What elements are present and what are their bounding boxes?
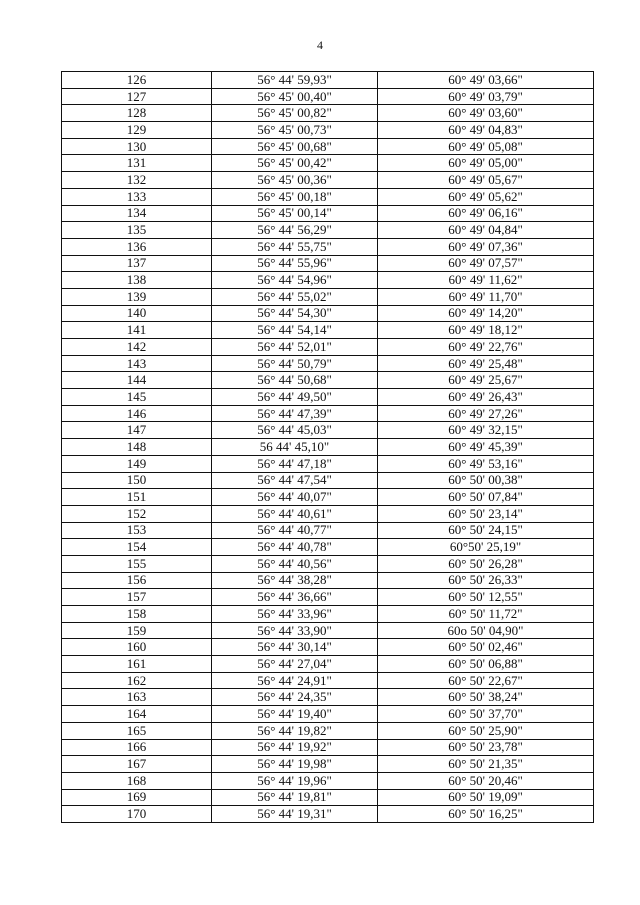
point-number-cell: 138 — [62, 272, 212, 289]
longitude-cell: 60° 49' 32,15" — [378, 422, 594, 439]
longitude-cell: 60° 49' 05,08" — [378, 138, 594, 155]
longitude-cell: 60° 49' 27,26" — [378, 405, 594, 422]
table-row — [62, 589, 594, 606]
table-row — [62, 272, 594, 289]
longitude-cell: 60° 49' 05,67" — [378, 172, 594, 189]
longitude-cell: 60° 49' 04,84" — [378, 222, 594, 239]
latitude-cell: 56° 45' 00,42" — [212, 155, 378, 172]
point-number-cell: 141 — [62, 322, 212, 339]
latitude-cell: 56° 44' 27,04" — [212, 656, 378, 673]
coordinates-table — [61, 71, 594, 823]
longitude-cell: 60° 50' 06,88" — [378, 656, 594, 673]
latitude-cell: 56° 45' 00,82" — [212, 105, 378, 122]
point-number-cell: 135 — [62, 222, 212, 239]
longitude-cell: 60° 50' 02,46" — [378, 639, 594, 656]
latitude-cell: 56° 44' 59,93" — [212, 72, 378, 89]
point-number-cell: 169 — [62, 789, 212, 806]
table-row — [62, 472, 594, 489]
table-row — [62, 322, 594, 339]
latitude-cell: 56° 44' 49,50" — [212, 389, 378, 406]
longitude-cell: 60° 49' 03,60" — [378, 105, 594, 122]
latitude-cell: 56° 44' 40,77" — [212, 522, 378, 539]
point-number-cell: 130 — [62, 138, 212, 155]
latitude-cell: 56° 44' 19,92" — [212, 739, 378, 756]
point-number-cell: 166 — [62, 739, 212, 756]
table-row — [62, 422, 594, 439]
latitude-cell: 56° 44' 19,31" — [212, 806, 378, 823]
latitude-cell: 56° 44' 24,91" — [212, 672, 378, 689]
latitude-cell: 56° 45' 00,36" — [212, 172, 378, 189]
table-row — [62, 305, 594, 322]
table-row — [62, 639, 594, 656]
latitude-cell: 56° 44' 55,02" — [212, 288, 378, 305]
point-number-cell: 161 — [62, 656, 212, 673]
latitude-cell: 56° 45' 00,14" — [212, 205, 378, 222]
longitude-cell: 60° 50' 20,46" — [378, 772, 594, 789]
latitude-cell: 56° 44' 47,54" — [212, 472, 378, 489]
point-number-cell: 146 — [62, 405, 212, 422]
latitude-cell: 56° 44' 52,01" — [212, 339, 378, 356]
longitude-cell: 60° 49' 14,20" — [378, 305, 594, 322]
longitude-cell: 60o 50' 04,90" — [378, 622, 594, 639]
point-number-cell: 153 — [62, 522, 212, 539]
latitude-cell: 56° 45' 00,40" — [212, 88, 378, 105]
latitude-cell: 56° 44' 40,78" — [212, 539, 378, 556]
point-number-cell: 140 — [62, 305, 212, 322]
latitude-cell: 56° 44' 55,96" — [212, 255, 378, 272]
latitude-cell: 56° 44' 19,40" — [212, 706, 378, 723]
longitude-cell: 60° 50' 07,84" — [378, 489, 594, 506]
point-number-cell: 151 — [62, 489, 212, 506]
point-number-cell: 168 — [62, 772, 212, 789]
latitude-cell: 56° 44' 40,56" — [212, 555, 378, 572]
latitude-cell: 56° 44' 33,90" — [212, 622, 378, 639]
longitude-cell: 60° 49' 05,62" — [378, 188, 594, 205]
latitude-cell: 56° 44' 54,96" — [212, 272, 378, 289]
longitude-cell: 60° 49' 18,12" — [378, 322, 594, 339]
table-row — [62, 355, 594, 372]
longitude-cell: 60° 49' 07,36" — [378, 238, 594, 255]
table-row — [62, 756, 594, 773]
longitude-cell: 60° 49' 25,48" — [378, 355, 594, 372]
point-number-cell: 145 — [62, 389, 212, 406]
table-row — [62, 522, 594, 539]
point-number-cell: 128 — [62, 105, 212, 122]
table-row — [62, 188, 594, 205]
latitude-cell: 56 44' 45,10" — [212, 439, 378, 456]
latitude-cell: 56° 44' 50,79" — [212, 355, 378, 372]
latitude-cell: 56° 44' 38,28" — [212, 572, 378, 589]
latitude-cell: 56° 44' 19,81" — [212, 789, 378, 806]
longitude-cell: 60° 49' 03,66" — [378, 72, 594, 89]
latitude-cell: 56° 44' 56,29" — [212, 222, 378, 239]
table-row — [62, 656, 594, 673]
longitude-cell: 60° 49' 45,39" — [378, 439, 594, 456]
table-row — [62, 555, 594, 572]
longitude-cell: 60°50' 25,19" — [378, 539, 594, 556]
longitude-cell: 60° 50' 19,09" — [378, 789, 594, 806]
table-row — [62, 205, 594, 222]
longitude-cell: 60° 50' 37,70" — [378, 706, 594, 723]
longitude-cell: 60° 49' 03,79" — [378, 88, 594, 105]
latitude-cell: 56° 44' 36,66" — [212, 589, 378, 606]
latitude-cell: 56° 44' 19,98" — [212, 756, 378, 773]
point-number-cell: 126 — [62, 72, 212, 89]
table-row — [62, 706, 594, 723]
table-row — [62, 389, 594, 406]
table-row — [62, 806, 594, 823]
latitude-cell: 56° 44' 47,18" — [212, 455, 378, 472]
longitude-cell: 60° 49' 26,43" — [378, 389, 594, 406]
point-number-cell: 167 — [62, 756, 212, 773]
longitude-cell: 60° 49' 53,16" — [378, 455, 594, 472]
table-row — [62, 88, 594, 105]
longitude-cell: 60° 50' 26,33" — [378, 572, 594, 589]
longitude-cell: 60° 50' 24,15" — [378, 522, 594, 539]
point-number-cell: 132 — [62, 172, 212, 189]
table-row — [62, 772, 594, 789]
longitude-cell: 60° 49' 05,00" — [378, 155, 594, 172]
point-number-cell: 133 — [62, 188, 212, 205]
table-row — [62, 255, 594, 272]
longitude-cell: 60° 49' 25,67" — [378, 372, 594, 389]
latitude-cell: 56° 44' 54,30" — [212, 305, 378, 322]
point-number-cell: 158 — [62, 606, 212, 623]
point-number-cell: 134 — [62, 205, 212, 222]
longitude-cell: 60° 49' 07,57" — [378, 255, 594, 272]
point-number-cell: 150 — [62, 472, 212, 489]
table-row — [62, 172, 594, 189]
longitude-cell: 60° 50' 38,24" — [378, 689, 594, 706]
latitude-cell: 56° 45' 00,68" — [212, 138, 378, 155]
latitude-cell: 56° 45' 00,18" — [212, 188, 378, 205]
point-number-cell: 129 — [62, 122, 212, 139]
longitude-cell: 60° 49' 11,62" — [378, 272, 594, 289]
point-number-cell: 136 — [62, 238, 212, 255]
point-number-cell: 139 — [62, 288, 212, 305]
point-number-cell: 170 — [62, 806, 212, 823]
table-row — [62, 689, 594, 706]
table-row — [62, 505, 594, 522]
latitude-cell: 56° 44' 19,82" — [212, 722, 378, 739]
point-number-cell: 160 — [62, 639, 212, 656]
longitude-cell: 60° 50' 21,35" — [378, 756, 594, 773]
table-row — [62, 72, 594, 89]
table-row — [62, 405, 594, 422]
point-number-cell: 165 — [62, 722, 212, 739]
longitude-cell: 60° 50' 00,38" — [378, 472, 594, 489]
table-row — [62, 572, 594, 589]
longitude-cell: 60° 49' 04,83" — [378, 122, 594, 139]
latitude-cell: 56° 44' 45,03" — [212, 422, 378, 439]
longitude-cell: 60° 50' 23,14" — [378, 505, 594, 522]
table-row — [62, 606, 594, 623]
latitude-cell: 56° 44' 40,61" — [212, 505, 378, 522]
point-number-cell: 159 — [62, 622, 212, 639]
point-number-cell: 144 — [62, 372, 212, 389]
latitude-cell: 56° 44' 19,96" — [212, 772, 378, 789]
latitude-cell: 56° 45' 00,73" — [212, 122, 378, 139]
point-number-cell: 156 — [62, 572, 212, 589]
point-number-cell: 131 — [62, 155, 212, 172]
table-row — [62, 622, 594, 639]
point-number-cell: 152 — [62, 505, 212, 522]
longitude-cell: 60° 50' 12,55" — [378, 589, 594, 606]
point-number-cell: 154 — [62, 539, 212, 556]
point-number-cell: 149 — [62, 455, 212, 472]
longitude-cell: 60° 50' 22,67" — [378, 672, 594, 689]
latitude-cell: 56° 44' 54,14" — [212, 322, 378, 339]
table-row — [62, 339, 594, 356]
latitude-cell: 56° 44' 30,14" — [212, 639, 378, 656]
table-row — [62, 155, 594, 172]
table-row — [62, 238, 594, 255]
table-row — [62, 722, 594, 739]
point-number-cell: 157 — [62, 589, 212, 606]
table-row — [62, 455, 594, 472]
point-number-cell: 137 — [62, 255, 212, 272]
longitude-cell: 60° 50' 23,78" — [378, 739, 594, 756]
longitude-cell: 60° 50' 11,72" — [378, 606, 594, 623]
latitude-cell: 56° 44' 40,07" — [212, 489, 378, 506]
table-row — [62, 439, 594, 456]
table-row — [62, 539, 594, 556]
table-row — [62, 138, 594, 155]
point-number-cell: 163 — [62, 689, 212, 706]
point-number-cell: 148 — [62, 439, 212, 456]
latitude-cell: 56° 44' 50,68" — [212, 372, 378, 389]
page-number: 4 — [317, 38, 323, 52]
longitude-cell: 60° 50' 26,28" — [378, 555, 594, 572]
point-number-cell: 142 — [62, 339, 212, 356]
longitude-cell: 60° 50' 25,90" — [378, 722, 594, 739]
point-number-cell: 164 — [62, 706, 212, 723]
table-row — [62, 288, 594, 305]
point-number-cell: 127 — [62, 88, 212, 105]
table-row — [62, 672, 594, 689]
point-number-cell: 143 — [62, 355, 212, 372]
table-row — [62, 122, 594, 139]
longitude-cell: 60° 49' 22,76" — [378, 339, 594, 356]
longitude-cell: 60° 49' 06,16" — [378, 205, 594, 222]
table-row — [62, 222, 594, 239]
longitude-cell: 60° 49' 11,70" — [378, 288, 594, 305]
longitude-cell: 60° 50' 16,25" — [378, 806, 594, 823]
latitude-cell: 56° 44' 47,39" — [212, 405, 378, 422]
latitude-cell: 56° 44' 33,96" — [212, 606, 378, 623]
point-number-cell: 162 — [62, 672, 212, 689]
point-number-cell: 155 — [62, 555, 212, 572]
table-row — [62, 489, 594, 506]
table-row — [62, 105, 594, 122]
table-row — [62, 789, 594, 806]
table-row — [62, 739, 594, 756]
coordinates-table-body — [62, 72, 594, 823]
table-row — [62, 372, 594, 389]
point-number-cell: 147 — [62, 422, 212, 439]
latitude-cell: 56° 44' 55,75" — [212, 238, 378, 255]
latitude-cell: 56° 44' 24,35" — [212, 689, 378, 706]
